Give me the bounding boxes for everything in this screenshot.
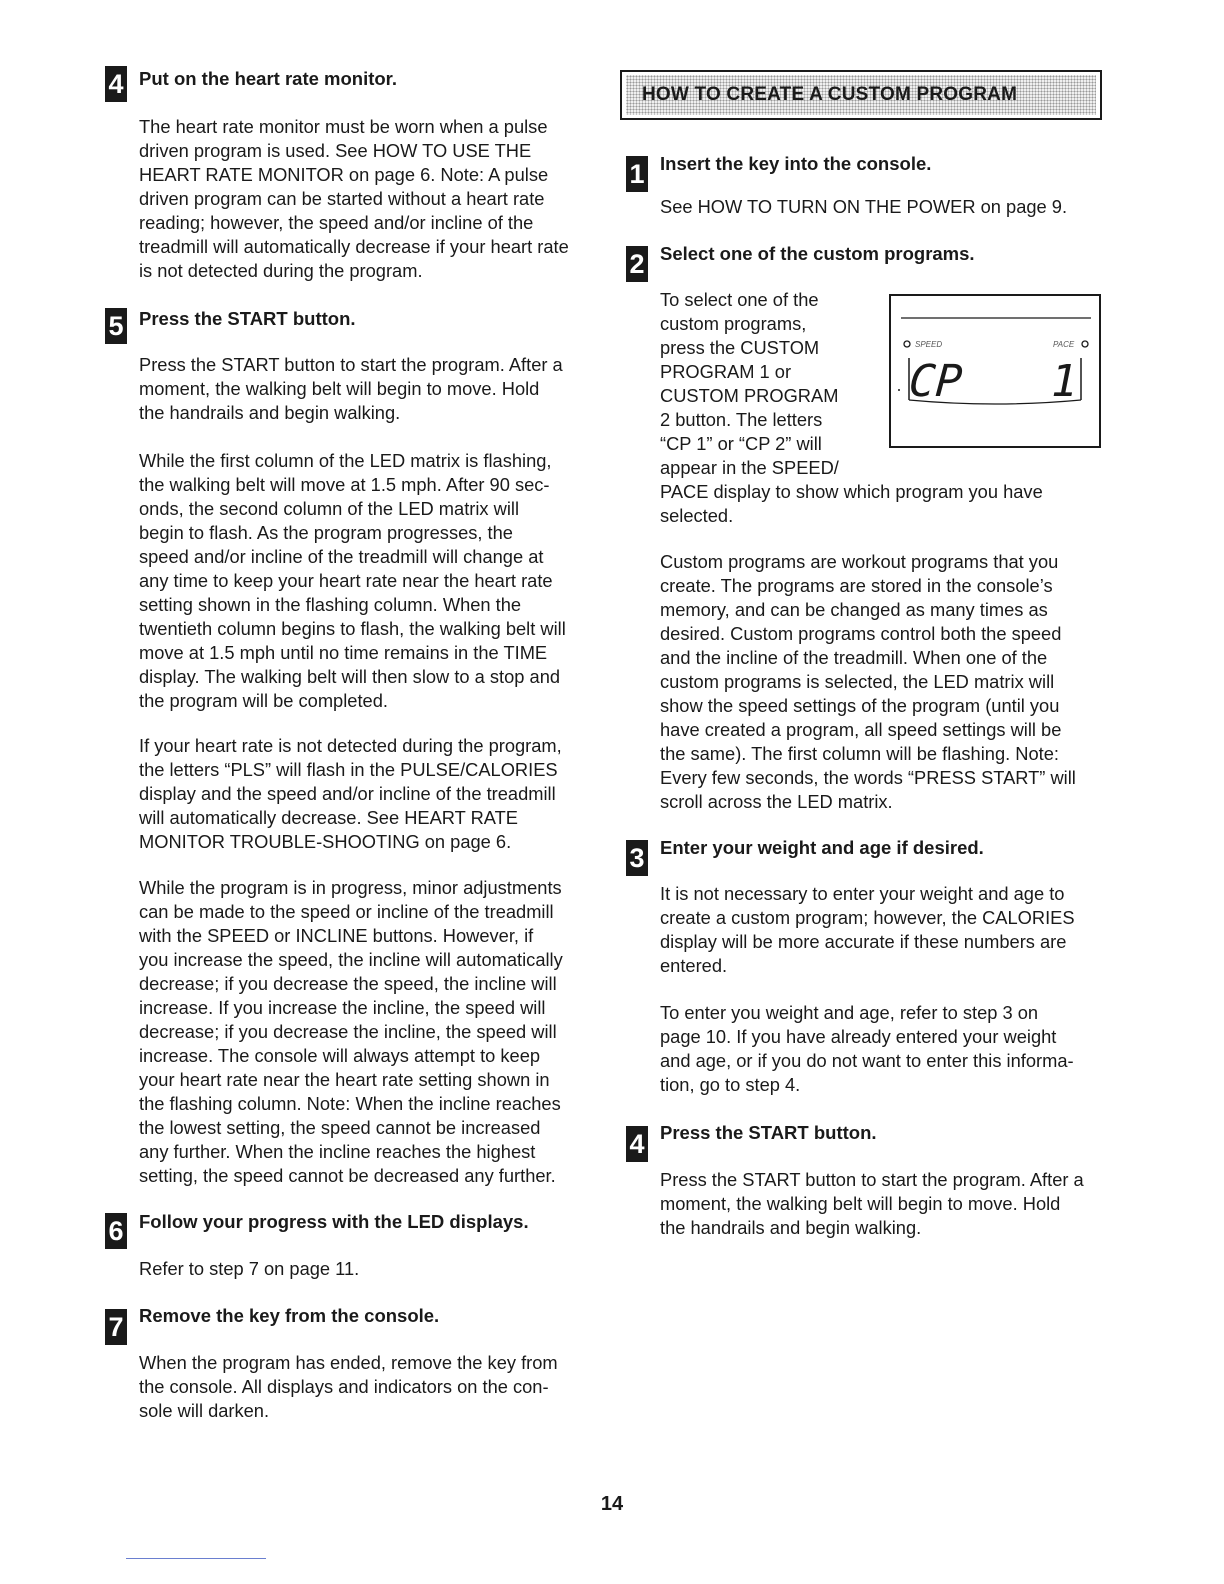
text-line: twentieth column begins to flash, the walking belt will	[139, 618, 566, 639]
text-line: the handrails and begin walking.	[139, 402, 401, 423]
text-line: scroll across the LED matrix.	[660, 791, 893, 812]
text-line: any further. When the incline reaches the highest	[139, 1141, 536, 1162]
text-line: any time to keep your heart rate near the heart rate	[139, 570, 553, 591]
text-line: your heart rate near the heart rate setting shown in	[139, 1069, 550, 1090]
text-line: Refer to step 7 on page 11.	[139, 1258, 360, 1279]
text-line: To select one of the	[660, 289, 819, 310]
step-5-paragraph-2	[139, 449, 566, 713]
text-line: It is not necessary to enter your weight and age to	[660, 883, 1065, 904]
text-line: HEART RATE MONITOR on page 6. Note: A pulse	[139, 164, 549, 185]
text-line: begin to flash. As the program progresses, the	[139, 522, 513, 543]
pace-label: PACE	[1053, 340, 1075, 349]
text-line: The heart rate monitor must be worn when a pulse	[139, 116, 548, 137]
text-line: page 10. If you have already entered your weight	[660, 1026, 1057, 1047]
text-line: will automatically decrease. See HEART RATE	[139, 807, 518, 828]
step-5-paragraph-1	[139, 353, 563, 425]
text-line: While the first column of the LED matrix is flashing,	[139, 450, 552, 471]
step-5-heading: Press the START button.	[139, 308, 356, 329]
custom-step-2-narrow-text	[660, 288, 839, 480]
text-line: If your heart rate is not detected during the program,	[139, 735, 562, 756]
text-line: 2 button. The letters	[660, 409, 823, 430]
text-line: setting shown in the flashing column. When the	[139, 594, 522, 615]
step-5-paragraph-3	[139, 734, 562, 854]
text-line: onds, the second column of the LED matrix will	[139, 498, 520, 519]
custom-step-2-paragraph-2	[660, 550, 1076, 814]
step-5-badge: 5	[105, 308, 127, 344]
speed-indicator-icon	[904, 341, 910, 347]
text-line: the handrails and begin walking.	[660, 1217, 922, 1238]
text-line: To enter you weight and age, refer to step 3 on	[660, 1002, 1039, 1023]
text-line: See HOW TO TURN ON THE POWER on page 9.	[660, 196, 1068, 217]
text-line: While the program is in progress, minor adjustments	[139, 877, 562, 898]
text-line: you increase the speed, the incline will automatically	[139, 949, 563, 970]
text-line: moment, the walking belt will begin to move. Hold	[660, 1193, 1061, 1214]
text-line: CUSTOM PROGRAM	[660, 385, 839, 406]
text-line: PROGRAM 1 or	[660, 361, 792, 382]
text-line: is not detected during the program.	[139, 260, 423, 281]
text-line: Custom programs are workout programs that you	[660, 551, 1059, 572]
custom-step-3-paragraph-1	[660, 882, 1075, 978]
speed-pace-display-illustration	[889, 294, 1101, 448]
text-line: custom programs,	[660, 313, 807, 334]
text-line: the console. All displays and indicators on the con-	[139, 1376, 549, 1397]
text-line: decrease; if you decrease the speed, the incline will	[139, 973, 557, 994]
text-line: press the CUSTOM	[660, 337, 820, 358]
step-4-badge: 4	[105, 66, 127, 102]
custom-step-2-heading: Select one of the custom programs.	[660, 243, 975, 264]
step-4-heading: Put on the heart rate monitor.	[139, 68, 397, 89]
custom-step-3-paragraph-2	[660, 1001, 1074, 1097]
text-line: the flashing column. Note: When the incline reaches	[139, 1093, 561, 1114]
text-line: increase. If you increase the incline, the speed will	[139, 997, 546, 1018]
custom-step-3-badge: 3	[626, 840, 648, 876]
custom-step-3-heading: Enter your weight and age if desired.	[660, 837, 984, 858]
text-line: Press the START button to start the program. After a	[660, 1169, 1084, 1190]
text-line: entered.	[660, 955, 728, 976]
text-line: move at 1.5 mph until no time remains in the TIME	[139, 642, 548, 663]
custom-step-1-badge: 1	[626, 156, 648, 192]
step-7-heading: Remove the key from the console.	[139, 1305, 440, 1326]
text-line: the same). The first column will be flashing. Note:	[660, 743, 1059, 764]
text-line: have created a program, all speed settings will be	[660, 719, 1062, 740]
pace-indicator-icon	[1082, 341, 1088, 347]
text-line: driven program is used. See HOW TO USE THE	[139, 140, 532, 161]
text-line: setting, the speed cannot be decreased any further.	[139, 1165, 556, 1186]
text-line: MONITOR TROUBLE-SHOOTING on page 6.	[139, 831, 512, 852]
text-line: appear in the SPEED/	[660, 457, 839, 478]
step-6-heading: Follow your progress with the LED displays.	[139, 1211, 529, 1232]
step-7-text	[139, 1351, 558, 1423]
text-line: show the speed settings of the program (until you	[660, 695, 1060, 716]
text-line: moment, the walking belt will begin to move. Hold	[139, 378, 540, 399]
text-line: and the incline of the treadmill. When one of the	[660, 647, 1048, 668]
text-line: tion, go to step 4.	[660, 1074, 801, 1095]
text-line: Press the START button to start the program. After a	[139, 354, 563, 375]
text-line: reading; however, the speed and/or incline of the	[139, 212, 534, 233]
text-line: the lowest setting, the speed cannot be increased	[139, 1117, 541, 1138]
lcd-readout-number: 1	[1051, 356, 1078, 407]
text-line: display. The walking belt will then slow to a stop and	[139, 666, 561, 687]
custom-step-4-text	[660, 1168, 1084, 1240]
page-number: 14	[600, 1493, 624, 1515]
text-line: Every few seconds, the words “PRESS START” will	[660, 767, 1076, 788]
custom-step-1-heading: Insert the key into the console.	[660, 153, 932, 174]
text-line: create. The programs are stored in the console’s	[660, 575, 1053, 596]
text-line: and age, or if you do not want to enter this informa-	[660, 1050, 1074, 1071]
custom-step-2-wide-text	[660, 480, 1043, 528]
section-title: HOW TO CREATE A CUSTOM PROGRAM	[642, 84, 1018, 105]
text-line: desired. Custom programs control both the speed	[660, 623, 1062, 644]
step-5-paragraph-4	[139, 876, 563, 1188]
text-line: sole will darken.	[139, 1400, 270, 1421]
text-line: increase. The console will always attempt to keep	[139, 1045, 541, 1066]
text-line: the walking belt will move at 1.5 mph. After 90 sec-	[139, 474, 550, 495]
step-4-text	[139, 115, 569, 283]
text-line: selected.	[660, 505, 734, 526]
lcd-readout-program: CP	[907, 356, 964, 407]
text-line: driven program can be started without a heart rate	[139, 188, 545, 209]
text-line: custom programs is selected, the LED matrix will	[660, 671, 1055, 692]
text-line: When the program has ended, remove the key from	[139, 1352, 558, 1373]
speed-label: SPEED	[915, 340, 943, 349]
footer-rule	[126, 1558, 266, 1559]
step-6-badge: 6	[105, 1213, 127, 1249]
text-line: PACE display to show which program you have	[660, 481, 1043, 502]
custom-step-4-badge: 4	[626, 1126, 648, 1162]
text-line: the program will be completed.	[139, 690, 388, 711]
text-line: can be made to the speed or incline of the treadmill	[139, 901, 554, 922]
custom-step-2-badge: 2	[626, 246, 648, 282]
text-line: the letters “PLS” will flash in the PULSE/CALORIES	[139, 759, 558, 780]
text-line: “CP 1” or “CP 2” will	[660, 433, 822, 454]
custom-step-1-text	[660, 195, 1067, 219]
text-line: memory, and can be changed as many times as	[660, 599, 1048, 620]
text-line: treadmill will automatically decrease if your heart rate	[139, 236, 569, 257]
text-line: display will be more accurate if these numbers are	[660, 931, 1067, 952]
step-7-badge: 7	[105, 1309, 127, 1345]
step-6-text	[139, 1257, 359, 1281]
section-banner	[620, 70, 1102, 120]
text-line: speed and/or incline of the treadmill will change at	[139, 546, 544, 567]
text-line: create a custom program; however, the CALORIES	[660, 907, 1075, 928]
custom-step-4-heading: Press the START button.	[660, 1122, 877, 1143]
text-line: with the SPEED or INCLINE buttons. However, if	[139, 925, 534, 946]
text-line: decrease; if you decrease the incline, the speed will	[139, 1021, 557, 1042]
text-line: display and the speed and/or incline of the treadmill	[139, 783, 556, 804]
